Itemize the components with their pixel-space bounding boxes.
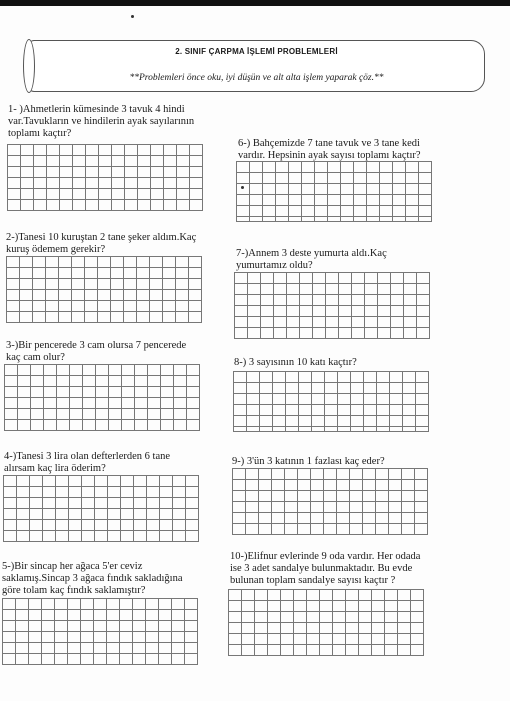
question-line: kaç cam olur? — [6, 352, 65, 363]
question-line: alırsam kaç lira öderim? — [4, 463, 106, 474]
answer-grid-6[interactable] — [236, 161, 432, 222]
question-line: ise 3 adet sandalye bulunmaktadır. Bu evde — [230, 563, 413, 574]
question-10 — [230, 551, 420, 587]
scan-speck — [131, 15, 134, 18]
question-line: 5-)Bir sincap her ağaca 5'er ceviz — [2, 561, 143, 572]
question-line: 3-)Bir pencerede 3 cam olursa 7 pencerede — [6, 340, 187, 351]
question-line: 8-) 3 sayısının 10 katı kaçtır? — [234, 357, 357, 368]
answer-grid-8[interactable] — [233, 371, 429, 432]
scan-top-edge — [0, 0, 510, 6]
question-line: göre tolam kaç fındık saklamıştır? — [2, 585, 146, 596]
answer-grid-5[interactable] — [2, 598, 198, 665]
question-3 — [6, 340, 186, 364]
answer-grid-2[interactable] — [6, 256, 202, 323]
question-6 — [238, 138, 421, 162]
question-8 — [234, 357, 357, 369]
question-line: 9-) 3'ün 3 katının 1 fazlası kaç eder? — [232, 456, 385, 467]
question-line: yumurtamız oldu? — [236, 260, 313, 271]
answer-grid-1[interactable] — [7, 144, 203, 211]
answer-grid-4[interactable] — [3, 475, 199, 542]
answer-grid-3[interactable] — [4, 364, 200, 431]
question-line: var.Tavukların ve hindilerin ayak sayılarının — [8, 116, 195, 127]
title-scroll-banner — [28, 40, 485, 92]
question-7 — [236, 248, 387, 272]
question-5 — [2, 561, 183, 597]
page-title: 2. SINIF ÇARPMA İŞLEMİ PROBLEMLERİ — [175, 47, 338, 56]
question-line: vardır. Hepsinin ayak sayısı toplamı kaçtır? — [238, 150, 421, 161]
question-line: bulunan toplam sandalye sayısı kaçtır ? — [230, 575, 396, 586]
answer-grid-9[interactable] — [232, 468, 428, 535]
question-9 — [232, 456, 385, 468]
question-line: kuruş ödemem gerekir? — [6, 244, 106, 255]
question-line: toplamı kaçtır? — [8, 128, 72, 139]
question-line: 7-)Annem 3 deste yumurta aldı.Kaç — [236, 248, 387, 259]
question-2 — [6, 232, 196, 256]
question-line: 6-) Bahçemizde 7 tane tavuk ve 3 tane kedi — [238, 138, 420, 149]
question-4 — [4, 451, 170, 475]
question-line: 10-)Elifnur evlerinde 9 oda vardır. Her odada — [230, 551, 421, 562]
answer-grid-10[interactable] — [228, 589, 424, 656]
question-line: saklamış.Sincap 3 ağaca fındık sakladığına — [2, 573, 183, 584]
question-line: 1- )Ahmetlerin kümesinde 3 tavuk 4 hindi — [8, 104, 185, 115]
question-1 — [8, 104, 194, 140]
question-line: 4-)Tanesi 3 lira olan defterlerden 6 tane — [4, 451, 171, 462]
answer-grid-7[interactable] — [234, 272, 430, 339]
question-line: 2-)Tanesi 10 kuruştan 2 tane şeker aldım.Kaç — [6, 232, 197, 243]
instructions: **Problemleri önce oku, iyi düşün ve alt alta işlem yaparak çöz.** — [129, 73, 384, 83]
